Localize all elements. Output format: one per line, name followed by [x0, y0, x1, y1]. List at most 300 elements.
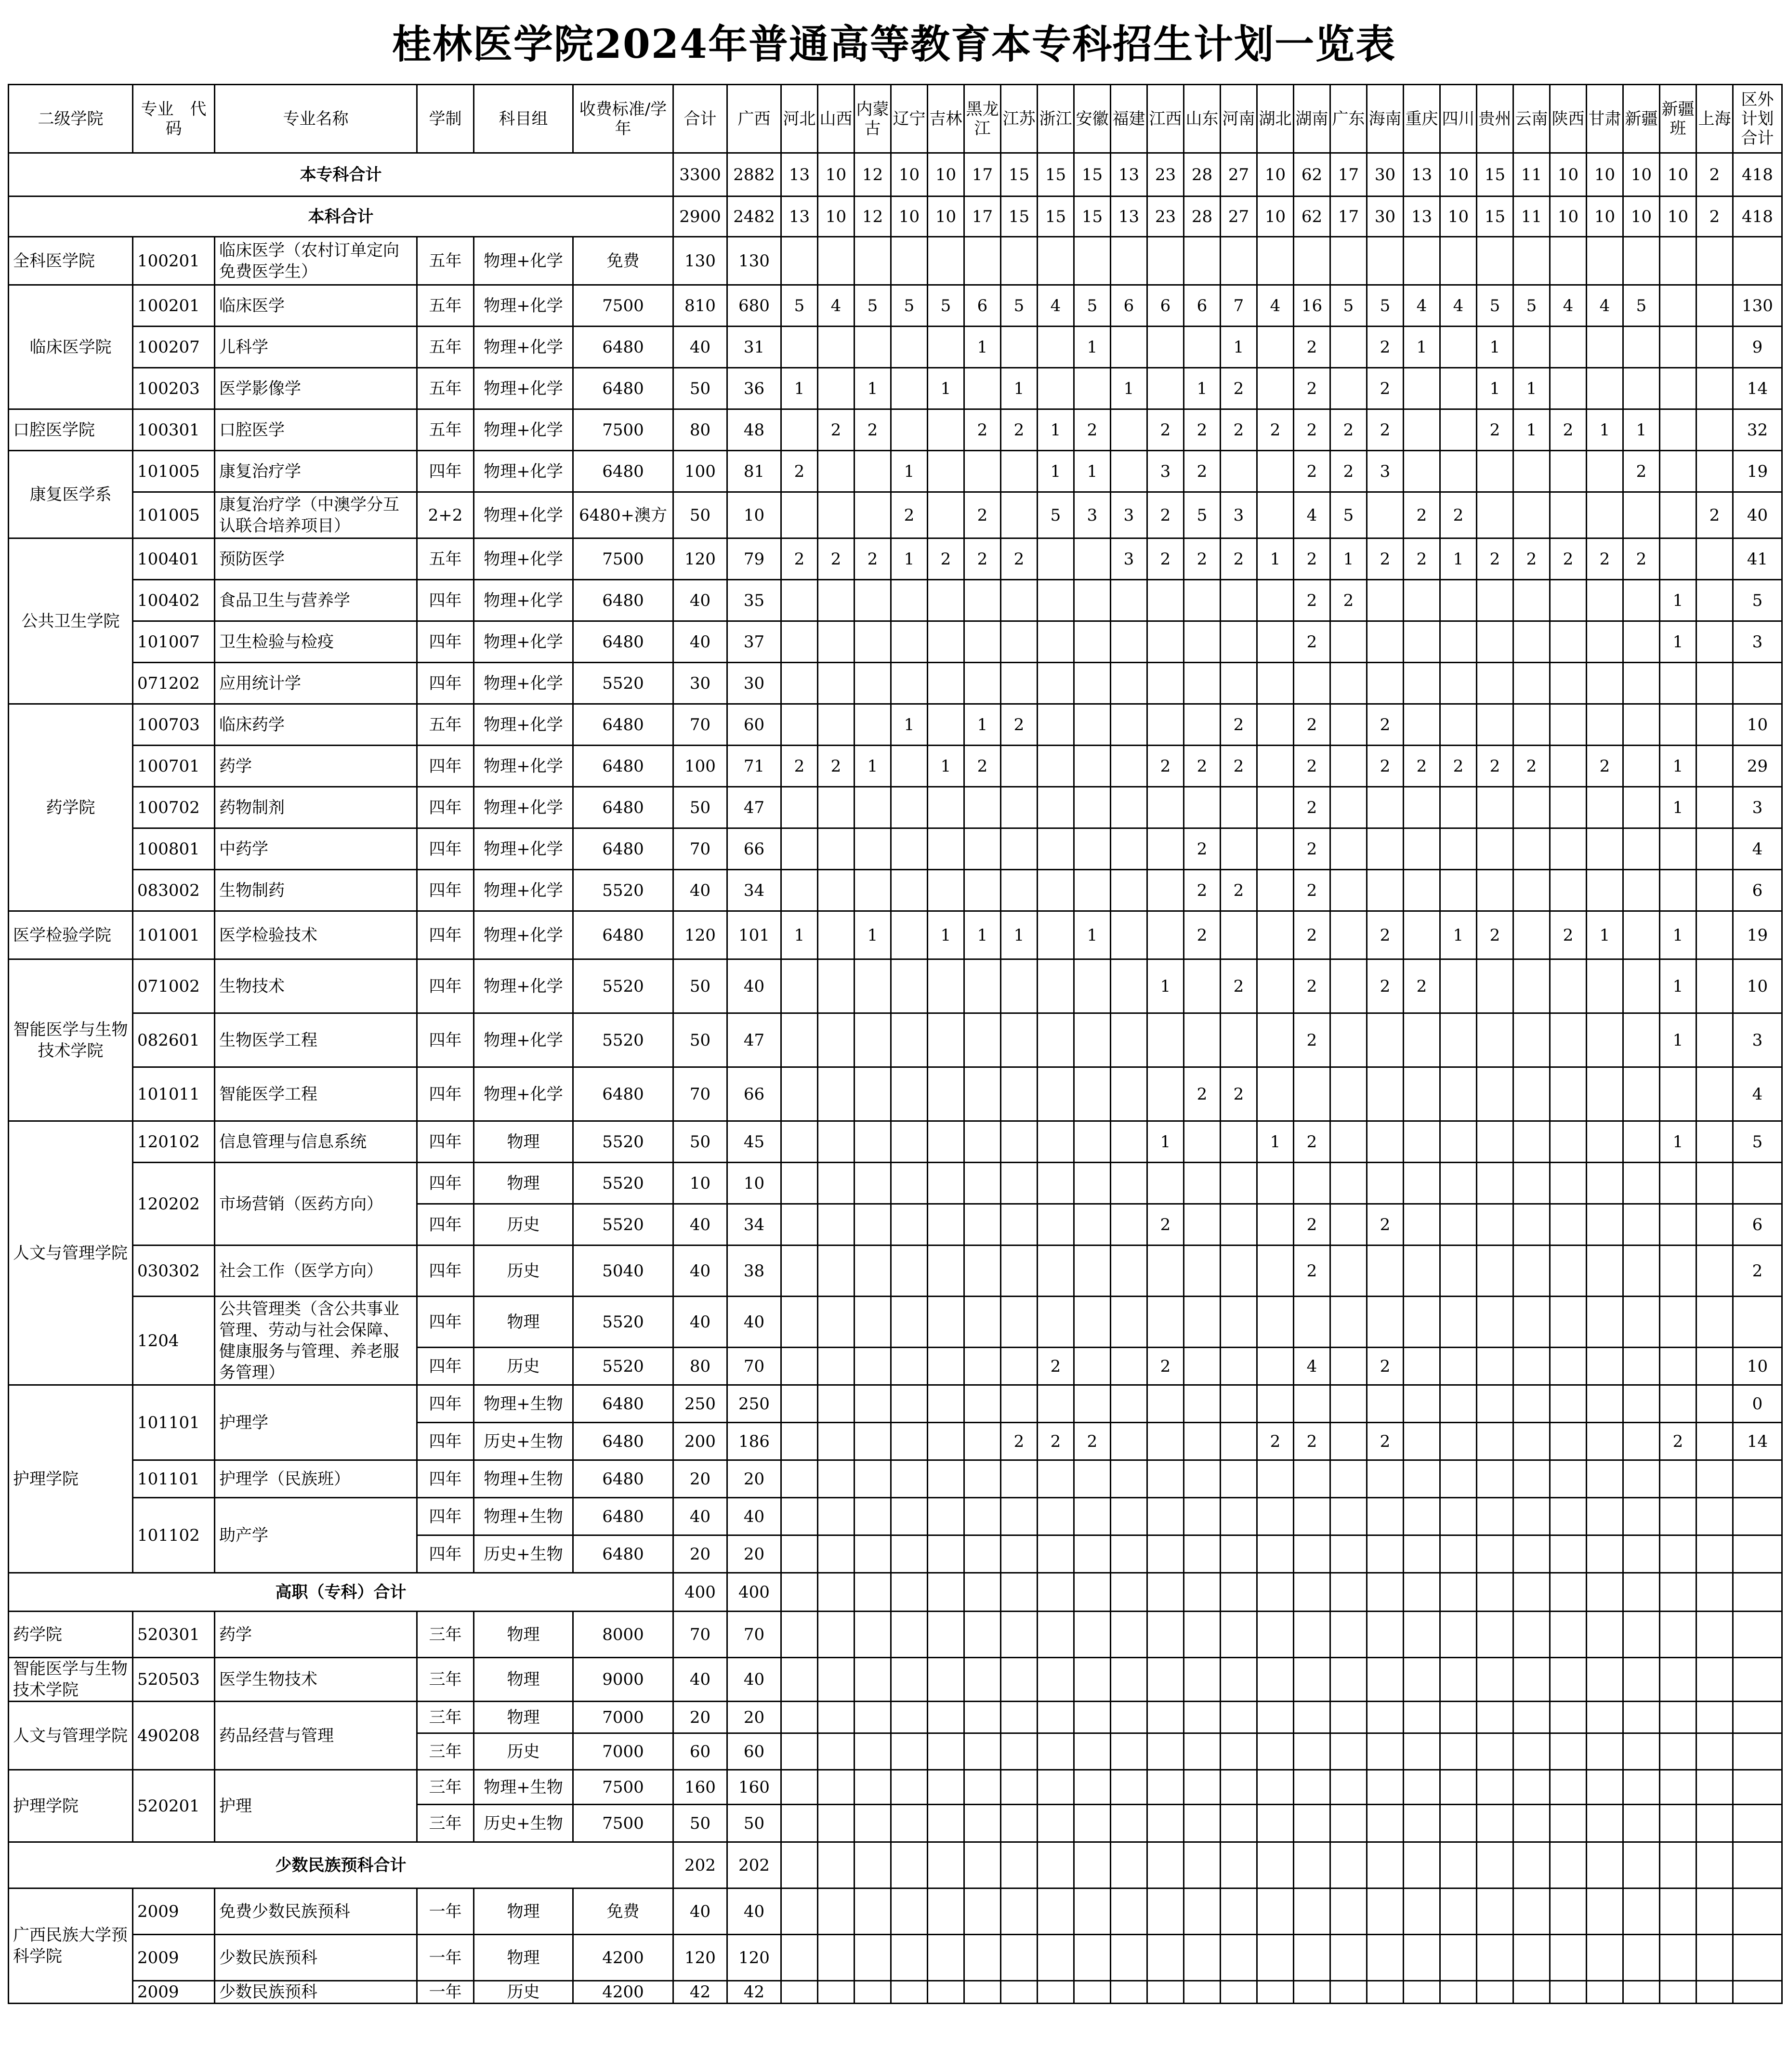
province-quota: [781, 237, 818, 285]
province-quota: 2: [1221, 959, 1257, 1013]
province-quota: [928, 828, 964, 870]
province-quota: 1: [781, 368, 818, 409]
province-quota: 2: [1587, 746, 1623, 787]
province-quota: [781, 1204, 818, 1246]
major-name: 药学: [215, 1612, 417, 1658]
duration: 五年: [417, 409, 474, 451]
province-quota: [1038, 1535, 1074, 1573]
province-quota: [1660, 1770, 1696, 1805]
duration: 五年: [417, 237, 474, 285]
summary-guangxi: 400: [727, 1573, 781, 1612]
summary-province-cell: [1001, 1842, 1038, 1888]
province-quota: [1147, 237, 1184, 285]
province-quota: [1221, 1612, 1257, 1658]
province-quota: [855, 704, 891, 746]
province-quota: [1623, 663, 1660, 704]
outside-total: 9: [1733, 327, 1782, 368]
province-quota: [1111, 1498, 1147, 1535]
major-row: [9, 828, 1782, 870]
province-quota: [1696, 1246, 1733, 1297]
province-quota: [1330, 327, 1367, 368]
province-quota: [1147, 1612, 1184, 1658]
province-quota: 2: [1294, 1204, 1330, 1246]
plan-total: 50: [673, 492, 727, 538]
province-quota: [1550, 492, 1587, 538]
province-quota: 1: [1660, 911, 1696, 959]
province-quota: [964, 1888, 1001, 1935]
outside-total: 4: [1733, 828, 1782, 870]
province-quota: 1: [1513, 409, 1550, 451]
province-quota: [1513, 1612, 1550, 1658]
province-quota: [891, 1204, 928, 1246]
province-quota: 2: [1367, 911, 1404, 959]
province-quota: [818, 1121, 855, 1163]
plan-guangxi: 50: [727, 1805, 781, 1842]
province-quota: [1221, 1805, 1257, 1842]
province-quota: [1513, 1067, 1550, 1121]
province-quota: [1696, 1013, 1733, 1067]
province-quota: 3: [1367, 451, 1404, 492]
province-quota: [1074, 1498, 1111, 1535]
province-quota: [1550, 1460, 1587, 1498]
province-quota: [1404, 870, 1440, 911]
tuition-fee: 6480: [573, 1385, 673, 1423]
outside-total: 32: [1733, 409, 1782, 451]
major-row: [9, 1297, 1782, 1348]
header-province: 陕西: [1550, 85, 1587, 153]
major-row: [9, 492, 1782, 538]
province-quota: [1696, 1423, 1733, 1460]
header-province: 安徽: [1074, 85, 1111, 153]
province-quota: [1257, 1702, 1294, 1733]
province-quota: 2: [1294, 704, 1330, 746]
province-quota: [1550, 1385, 1587, 1423]
province-quota: [1367, 1935, 1404, 1981]
province-quota: [1696, 1498, 1733, 1535]
subject-group: 历史: [474, 1246, 573, 1297]
subject-group: 物理+化学: [474, 492, 573, 538]
province-quota: 1: [1001, 911, 1038, 959]
province-quota: [1513, 327, 1550, 368]
province-quota: [1038, 237, 1074, 285]
province-quota: [891, 1535, 928, 1573]
province-quota: [1587, 1805, 1623, 1842]
province-quota: [1587, 1498, 1623, 1535]
header-fee: 收费标准/学年: [573, 85, 673, 153]
province-quota: [1404, 1246, 1440, 1297]
province-quota: [818, 1204, 855, 1246]
province-quota: [1550, 1297, 1587, 1348]
province-quota: [781, 1805, 818, 1842]
province-quota: [1440, 1702, 1477, 1733]
province-quota: [1513, 959, 1550, 1013]
plan-guangxi: 31: [727, 327, 781, 368]
major-row: [9, 1121, 1782, 1163]
summary-province-cell: 10: [928, 197, 964, 237]
plan-total: 130: [673, 237, 727, 285]
province-quota: [1587, 1935, 1623, 1981]
province-quota: 1: [1623, 409, 1660, 451]
tuition-fee: 7500: [573, 1805, 673, 1842]
subject-group: 物理+生物: [474, 1460, 573, 1498]
province-quota: [1513, 1013, 1550, 1067]
province-quota: [928, 1121, 964, 1163]
plan-total: 70: [673, 704, 727, 746]
summary-province-cell: 10: [1550, 153, 1587, 197]
province-quota: [1074, 368, 1111, 409]
province-quota: [1038, 1460, 1074, 1498]
province-quota: [964, 663, 1001, 704]
summary-province-cell: 23: [1147, 153, 1184, 197]
province-quota: [1404, 409, 1440, 451]
province-quota: [1660, 1702, 1696, 1733]
subject-group: 物理+化学: [474, 580, 573, 621]
province-quota: [781, 1888, 818, 1935]
province-quota: [1001, 1981, 1038, 2004]
province-quota: [1330, 621, 1367, 663]
summary-province-cell: 11: [1513, 197, 1550, 237]
province-quota: 2: [781, 451, 818, 492]
province-quota: [1294, 237, 1330, 285]
province-quota: [781, 1460, 818, 1498]
major-name: 护理学（民族班）: [215, 1460, 417, 1498]
province-quota: [1111, 663, 1147, 704]
duration: 五年: [417, 368, 474, 409]
province-quota: [1038, 1204, 1074, 1246]
province-quota: [1696, 1770, 1733, 1805]
major-row: [9, 870, 1782, 911]
province-quota: [1550, 451, 1587, 492]
province-quota: [1440, 787, 1477, 828]
province-quota: [1184, 663, 1221, 704]
province-quota: 1: [1660, 1013, 1696, 1067]
province-quota: [1513, 1770, 1550, 1805]
province-quota: [1367, 492, 1404, 538]
summary-province-cell: 15: [1001, 197, 1038, 237]
province-quota: [1550, 237, 1587, 285]
province-quota: [1330, 1204, 1367, 1246]
province-quota: [1623, 1805, 1660, 1842]
province-quota: [1587, 1612, 1623, 1658]
province-quota: [928, 1297, 964, 1348]
province-quota: [781, 704, 818, 746]
summary-province-cell: 10: [891, 153, 928, 197]
province-quota: [781, 1612, 818, 1658]
province-quota: [1184, 237, 1221, 285]
province-quota: [1111, 1204, 1147, 1246]
province-quota: [818, 704, 855, 746]
major-name: 儿科学: [215, 327, 417, 368]
province-quota: [1623, 870, 1660, 911]
province-quota: 2: [1221, 746, 1257, 787]
province-quota: 2: [1294, 959, 1330, 1013]
province-quota: [1513, 1535, 1550, 1573]
outside-total: [1733, 237, 1782, 285]
tuition-fee: 6480: [573, 1460, 673, 1498]
college-name: 药学院: [9, 1612, 133, 1658]
tuition-fee: 7000: [573, 1733, 673, 1770]
province-quota: [1294, 1888, 1330, 1935]
province-quota: 1: [1477, 327, 1513, 368]
province-quota: [1587, 1121, 1623, 1163]
header-code: 专业 代码: [133, 85, 215, 153]
province-quota: [1367, 1733, 1404, 1770]
header-province: 云南: [1513, 85, 1550, 153]
province-quota: [1477, 1535, 1513, 1573]
college-name: 公共卫生学院: [9, 538, 133, 704]
province-quota: 1: [855, 368, 891, 409]
summary-province-cell: [1184, 1842, 1221, 1888]
major-row: [9, 1460, 1782, 1498]
province-quota: [781, 1163, 818, 1204]
college-name: 广西民族大学预科学院: [9, 1888, 133, 2004]
province-quota: 2: [1038, 1423, 1074, 1460]
province-quota: [1221, 663, 1257, 704]
province-quota: [855, 1297, 891, 1348]
summary-province-cell: 23: [1147, 197, 1184, 237]
province-quota: 1: [1660, 1121, 1696, 1163]
province-quota: [1294, 1805, 1330, 1842]
summary-province-cell: 10: [818, 153, 855, 197]
province-quota: [1074, 1246, 1111, 1297]
province-quota: 7: [1221, 285, 1257, 327]
province-quota: [1404, 1805, 1440, 1842]
province-quota: [1330, 1702, 1367, 1733]
province-quota: [928, 1385, 964, 1423]
province-quota: [928, 1981, 964, 2004]
province-quota: [1074, 1658, 1111, 1702]
subject-group: 物理+化学: [474, 663, 573, 704]
major-row: [9, 1888, 1782, 1935]
province-quota: [964, 870, 1001, 911]
header-province: 江苏: [1001, 85, 1038, 153]
province-quota: [1038, 1981, 1074, 2004]
province-quota: [1074, 1385, 1111, 1423]
province-quota: [891, 1733, 928, 1770]
province-quota: [1001, 1013, 1038, 1067]
province-quota: [891, 828, 928, 870]
major-name: 少数民族预科: [215, 1935, 417, 1981]
province-quota: 2: [1330, 451, 1367, 492]
province-quota: [1038, 787, 1074, 828]
province-quota: [1147, 1163, 1184, 1204]
province-quota: [1184, 704, 1221, 746]
province-quota: [1440, 1348, 1477, 1385]
province-quota: [1038, 1702, 1074, 1733]
outside-total: 19: [1733, 451, 1782, 492]
summary-province-cell: [1440, 1573, 1477, 1612]
province-quota: [891, 1498, 928, 1535]
province-quota: [1623, 746, 1660, 787]
province-quota: [1696, 1348, 1733, 1385]
province-quota: [1147, 1246, 1184, 1297]
plan-guangxi: 36: [727, 368, 781, 409]
province-quota: [1074, 787, 1111, 828]
province-quota: [964, 1935, 1001, 1981]
province-quota: [928, 1535, 964, 1573]
province-quota: [1587, 828, 1623, 870]
province-quota: [1074, 1460, 1111, 1498]
province-quota: [818, 1805, 855, 1842]
province-quota: [1184, 1297, 1221, 1348]
major-row: [9, 1385, 1782, 1423]
province-quota: [928, 870, 964, 911]
header-province: 福建: [1111, 85, 1147, 153]
summary-province-cell: 13: [1404, 197, 1440, 237]
province-quota: [1660, 1163, 1696, 1204]
province-quota: 2: [1147, 409, 1184, 451]
major-name: 卫生检验与检疫: [215, 621, 417, 663]
province-quota: [928, 1348, 964, 1385]
province-quota: [1221, 1423, 1257, 1460]
province-quota: 2: [1294, 787, 1330, 828]
major-row: [9, 1658, 1782, 1702]
summary-province-cell: 10: [1587, 197, 1623, 237]
summary-row: [9, 1842, 1782, 1888]
tuition-fee: 6480: [573, 1067, 673, 1121]
province-quota: [1660, 1204, 1696, 1246]
province-quota: [1111, 451, 1147, 492]
province-quota: 2: [1074, 1423, 1111, 1460]
province-quota: [818, 1246, 855, 1297]
province-quota: [1330, 911, 1367, 959]
header-province: 黑龙江: [964, 85, 1001, 153]
plan-total: 40: [673, 1888, 727, 1935]
province-quota: 2: [1257, 1423, 1294, 1460]
province-quota: [1001, 1121, 1038, 1163]
province-quota: 2: [1367, 409, 1404, 451]
subject-group: 物理+化学: [474, 538, 573, 580]
province-quota: [1660, 1935, 1696, 1981]
province-quota: 1: [928, 368, 964, 409]
header-outside: 区外计划合计: [1733, 85, 1782, 153]
province-quota: [1147, 1888, 1184, 1935]
province-quota: [818, 663, 855, 704]
province-quota: [1294, 1460, 1330, 1498]
province-quota: [1038, 1246, 1074, 1297]
province-quota: [1404, 1297, 1440, 1348]
province-quota: [1587, 1423, 1623, 1460]
province-quota: 4: [1550, 285, 1587, 327]
province-quota: [1184, 1460, 1221, 1498]
province-quota: [1477, 621, 1513, 663]
province-quota: [1147, 1067, 1184, 1121]
province-quota: [1001, 1733, 1038, 1770]
duration: 四年: [417, 911, 474, 959]
plan-guangxi: 20: [727, 1460, 781, 1498]
plan-guangxi: 47: [727, 787, 781, 828]
major-name: 药物制剂: [215, 787, 417, 828]
province-quota: [1587, 451, 1623, 492]
province-quota: 2: [1367, 538, 1404, 580]
header-province: 重庆: [1404, 85, 1440, 153]
province-quota: [1550, 327, 1587, 368]
province-quota: [1074, 1013, 1111, 1067]
major-name: 医学生物技术: [215, 1658, 417, 1702]
province-quota: [1404, 1423, 1440, 1460]
tuition-fee: 5520: [573, 1297, 673, 1348]
plan-total: 160: [673, 1770, 727, 1805]
summary-province-cell: [1038, 1573, 1074, 1612]
province-quota: [964, 1385, 1001, 1423]
plan-guangxi: 81: [727, 451, 781, 492]
province-quota: [1404, 663, 1440, 704]
province-quota: 2: [1074, 409, 1111, 451]
province-quota: [1330, 1423, 1367, 1460]
province-quota: [1404, 704, 1440, 746]
summary-province-cell: 10: [928, 153, 964, 197]
province-quota: [1111, 237, 1147, 285]
province-quota: [1513, 1348, 1550, 1385]
province-quota: [1147, 580, 1184, 621]
summary-province-cell: [964, 1842, 1001, 1888]
province-quota: 1: [1440, 538, 1477, 580]
province-quota: [855, 1246, 891, 1297]
summary-outside: [1733, 1842, 1782, 1888]
province-quota: [1294, 1935, 1330, 1981]
province-quota: [1404, 621, 1440, 663]
college-name: 护理学院: [9, 1385, 133, 1573]
header-province: 新疆: [1623, 85, 1660, 153]
province-quota: [891, 1348, 928, 1385]
major-name: 公共管理类（含公共事业管理、劳动与社会保障、健康服务与管理、养老服务管理）: [215, 1297, 417, 1385]
province-quota: [1440, 1204, 1477, 1246]
province-quota: [928, 580, 964, 621]
subject-group: 物理+化学: [474, 409, 573, 451]
province-quota: [1696, 911, 1733, 959]
duration: 四年: [417, 1423, 474, 1460]
province-quota: 5: [1330, 285, 1367, 327]
province-quota: 4: [1038, 285, 1074, 327]
province-quota: [1257, 1067, 1294, 1121]
outside-total: 2: [1733, 1246, 1782, 1297]
plan-total: 200: [673, 1423, 727, 1460]
summary-province-cell: 17: [964, 153, 1001, 197]
tuition-fee: 5520: [573, 663, 673, 704]
province-quota: [855, 1935, 891, 1981]
subject-group: 物理: [474, 1658, 573, 1702]
province-quota: [964, 1013, 1001, 1067]
province-quota: [1696, 1733, 1733, 1770]
province-quota: [891, 237, 928, 285]
province-quota: 5: [1038, 492, 1074, 538]
province-quota: [1696, 1658, 1733, 1702]
summary-province-cell: [1184, 1573, 1221, 1612]
province-quota: 2: [1477, 409, 1513, 451]
major-row: [9, 704, 1782, 746]
summary-province-cell: [1074, 1842, 1111, 1888]
province-quota: [1696, 1702, 1733, 1733]
province-quota: [1477, 787, 1513, 828]
province-quota: 4: [1257, 285, 1294, 327]
province-quota: [1330, 1067, 1367, 1121]
province-quota: [1111, 828, 1147, 870]
province-quota: [1696, 1612, 1733, 1658]
province-quota: 2: [1367, 1423, 1404, 1460]
province-quota: 2: [1404, 538, 1440, 580]
province-quota: [1513, 1423, 1550, 1460]
province-quota: [1513, 911, 1550, 959]
province-quota: [1111, 1658, 1147, 1702]
province-quota: 2: [1550, 911, 1587, 959]
province-quota: [1587, 1385, 1623, 1423]
province-quota: [1257, 621, 1294, 663]
province-quota: [1550, 1981, 1587, 2004]
province-quota: 2: [1623, 451, 1660, 492]
province-quota: [1111, 1385, 1147, 1423]
province-quota: [855, 1348, 891, 1385]
duration: 2+2: [417, 492, 474, 538]
